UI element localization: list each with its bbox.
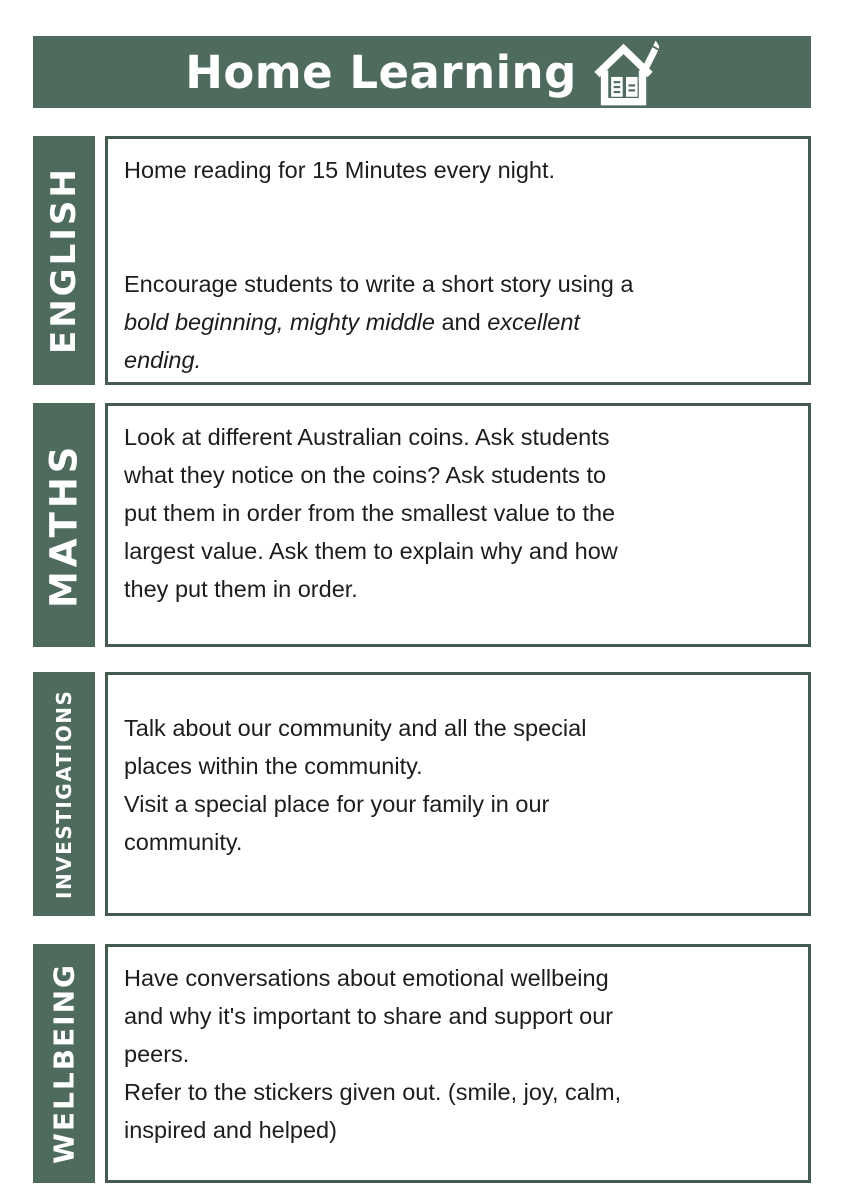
text-line: and why it's important to share and support our — [124, 1003, 614, 1029]
text-line — [124, 189, 792, 227]
text-line: Talk about our community and all the special — [124, 715, 587, 741]
text-line: Encourage students to write a short story using a — [124, 271, 634, 297]
text-line: Home reading for 15 Minutes every night. — [124, 157, 556, 183]
text-line: Look at different Australian coins. Ask students — [124, 424, 610, 450]
text-line: Refer to the stickers given out. (smile, joy, calm, — [124, 1079, 622, 1105]
section-row-wellbeing — [33, 944, 811, 1183]
text-line: ending. — [124, 347, 202, 373]
text-line: places within the community. — [124, 753, 423, 779]
section-label-investigations: INVESTIGATIONS — [33, 672, 95, 916]
sections — [33, 136, 811, 1183]
section-row-investigations — [33, 672, 811, 916]
text-line — [124, 227, 792, 265]
text-line: peers. — [124, 1041, 190, 1067]
text-line: Have conversations about emotional wellbeing — [124, 965, 609, 991]
text-line: they put them in order. — [124, 576, 358, 602]
text-line: bold beginning, mighty middle and excellent — [124, 309, 580, 335]
section-label-english: ENGLISH — [33, 136, 95, 385]
text-line: largest value. Ask them to explain why and how — [124, 538, 618, 564]
text-line: what they notice on the coins? Ask students to — [124, 462, 607, 488]
section-row-maths — [33, 403, 811, 647]
section-content-maths — [105, 403, 811, 647]
page-title: Home Learning — [185, 45, 577, 99]
header-bar — [33, 36, 811, 108]
section-label-wellbeing: WELLBEING — [33, 944, 95, 1183]
section-label-maths: MATHS — [33, 403, 95, 647]
text-line: Visit a special place for your family in our — [124, 791, 550, 817]
text-line: put them in order from the smallest value to the — [124, 500, 616, 526]
house-book-pencil-icon — [593, 37, 659, 107]
section-row-english — [33, 136, 811, 385]
section-content-english — [105, 136, 811, 385]
section-content-investigations — [105, 672, 811, 916]
text-line: inspired and helped) — [124, 1117, 337, 1143]
text-line: community. — [124, 829, 243, 855]
section-content-wellbeing — [105, 944, 811, 1183]
